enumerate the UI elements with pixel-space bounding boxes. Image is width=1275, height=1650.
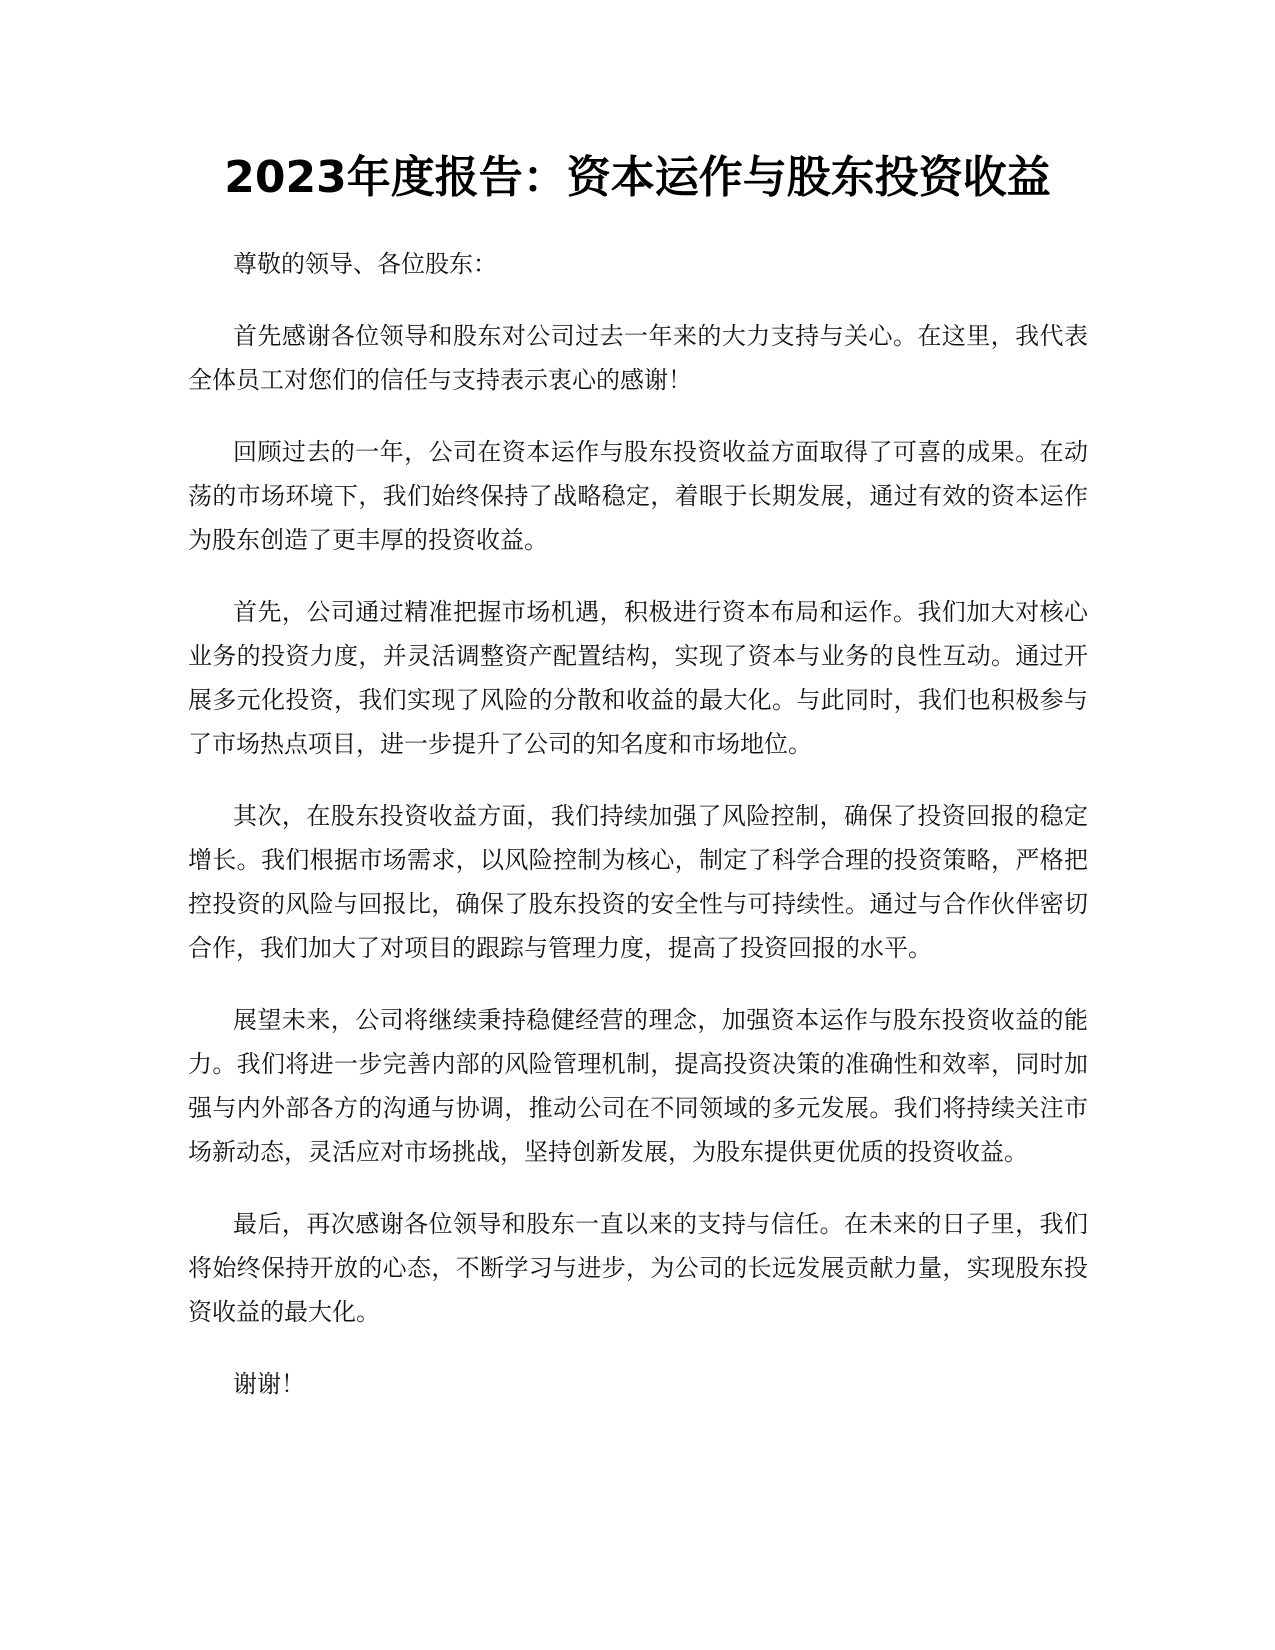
shareholder-returns-paragraph: 其次，在股东投资收益方面，我们持续加强了风险控制，确保了投资回报的稳定增长。我们根据市场需求，以风险控制为核心，制定了科学合理的投资策略，严格把控投资的风险与回报比，确保了股东投资的安全性与可持续性。通过与合作伙伴密切合作，我们加大了对项目的跟踪与管理力度，提高了投资回报的水平。 — [188, 802, 1088, 962]
document-body — [188, 242, 1088, 1434]
thanks-paragraph: 首先感谢各位领导和股东对公司过去一年来的大力支持与关心。在这里，我代表全体员工对您们的信任与支持表示衷心的感谢！ — [188, 322, 1088, 394]
capital-operation-paragraph: 首先，公司通过精准把握市场机遇，积极进行资本布局和运作。我们加大对核心业务的投资力度，并灵活调整资产配置结构，实现了资本与业务的良性互动。通过开展多元化投资，我们实现了风险的分散和收益的最大化。与此同时，我们也积极参与了市场热点项目，进一步提升了公司的知名度和市场地位。 — [188, 598, 1088, 758]
salutation-paragraph: 尊敬的领导、各位股东： — [233, 250, 497, 278]
outlook-paragraph: 展望未来，公司将继续秉持稳健经营的理念，加强资本运作与股东投资收益的能力。我们将进一步完善内部的风险管理机制，提高投资决策的准确性和效率，同时加强与内外部各方的沟通与协调，推动公司在不同领域的多元发展。我们将持续关注市场新动态，灵活应对市场挑战，坚持创新发展，为股东提供更优质的投资收益。 — [188, 1006, 1088, 1166]
review-paragraph: 回顾过去的一年，公司在资本运作与股东投资收益方面取得了可喜的成果。在动荡的市场环境下，我们始终保持了战略稳定，着眼于长期发展，通过有效的资本运作为股东创造了更丰厚的投资收益。 — [188, 438, 1088, 554]
closing-paragraph: 最后，再次感谢各位领导和股东一直以来的支持与信任。在未来的日子里，我们将始终保持开放的心态，不断学习与进步，为公司的长远发展贡献力量，实现股东投资收益的最大化。 — [188, 1210, 1088, 1326]
final-thanks-paragraph: 谢谢！ — [233, 1370, 305, 1398]
document-title: 2023年度报告：资本运作与股东投资收益 — [224, 152, 1051, 203]
